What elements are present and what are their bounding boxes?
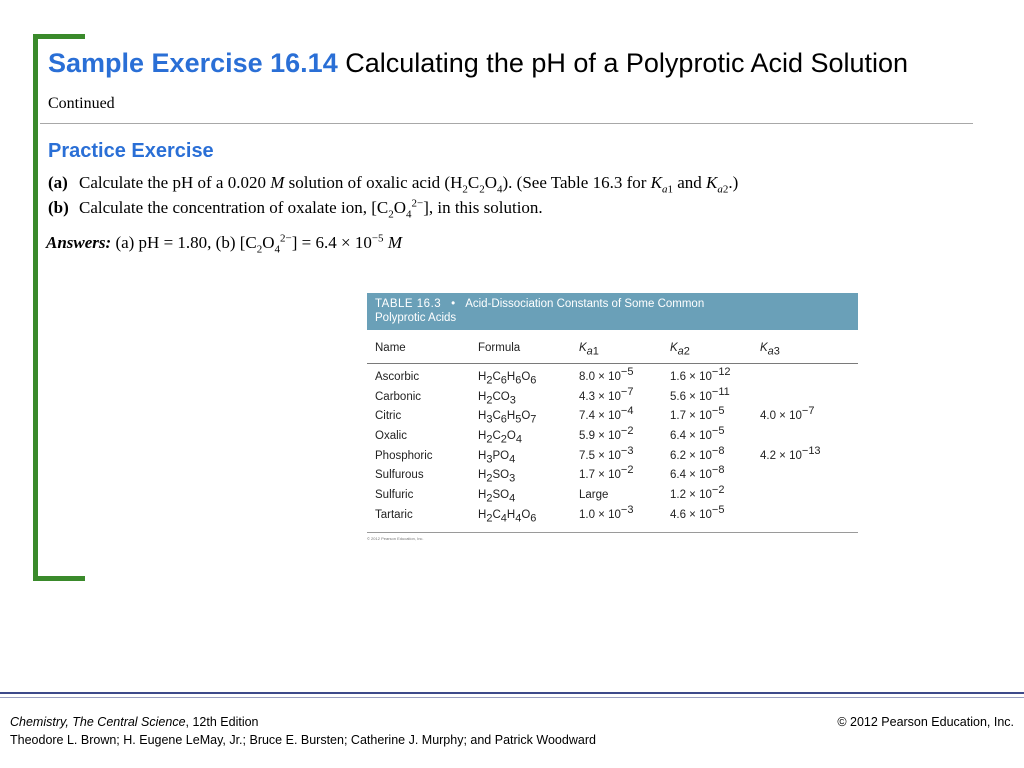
question-b (48, 197, 543, 221)
cell-ka1: $1.7 \times 10^{-2}$ (579, 464, 634, 482)
cell-ka2: $6.4 \times 10^{-8}$ (670, 464, 725, 482)
col-ka1: $K_{a1}$ (579, 342, 599, 358)
cell-name: Carbonic (375, 390, 422, 403)
table-row (367, 466, 858, 486)
table-body (367, 368, 858, 526)
footer-rule-thin (0, 697, 1024, 698)
footer-book (10, 715, 259, 729)
cell-formula: $H_3PO_4$ (478, 449, 516, 466)
title-divider (40, 123, 973, 124)
cell-ka1: $4.3 \times 10^{-7}$ (579, 385, 634, 403)
answers-text: (a) pH = 1.80, (b) $[C_2O_4^{2-}] = 6.4 \times 10^{-5}$ M (115, 232, 402, 256)
question-a-label: (a) (48, 173, 68, 192)
green-bracket-top (33, 34, 85, 39)
table-number: TABLE 16.3 (375, 298, 442, 310)
table-row (367, 427, 858, 447)
table-row (367, 385, 858, 408)
cell-name: Citric (375, 410, 402, 423)
cell-formula: $H_2SO_4$ (478, 489, 516, 505)
col-ka2: $K_{a2}$ (670, 342, 690, 358)
cell-ka3: $4.2 \times 10^{-13}$ (760, 444, 821, 462)
cell-ka2: $1.7 \times 10^{-5}$ (670, 405, 725, 423)
cell-name: Sulfurous (375, 469, 424, 482)
footer-authors: Theodore L. Brown; H. Eugene LeMay, Jr.; Bruce E. Bursten; Catherine J. Murphy; and Patrick Woodward (10, 733, 596, 747)
col-ka3: $K_{a3}$ (760, 342, 780, 358)
question-b-text: Calculate the concentration of oxalate ion, $[C_2O_4^{2-}]$, in this solution. (79, 197, 543, 221)
answers (46, 232, 402, 256)
cell-ka1: $7.5 \times 10^{-3}$ (579, 444, 634, 462)
cell-name: Tartaric (375, 508, 413, 521)
table-header: TABLE 16.3 • Acid-Dissociation Constants of Some Common Polyprotic Acids (367, 293, 858, 330)
green-bracket-bottom (33, 576, 85, 581)
green-bracket (33, 34, 38, 581)
continued-label: Continued (48, 95, 115, 112)
cell-name: Oxalic (375, 430, 407, 443)
table-row (367, 486, 858, 506)
footer-rule (0, 692, 1024, 694)
table-row (367, 444, 858, 467)
table-row (367, 503, 858, 526)
table-copyright: © 2012 Pearson Education, Inc. (367, 532, 858, 541)
cell-formula: $H_2CO_3$ (478, 390, 516, 406)
col-formula: Formula (478, 342, 521, 354)
cell-ka2: $6.2 \times 10^{-8}$ (670, 444, 725, 462)
cell-formula: $H_3C_6H_5O_7$ (478, 410, 537, 426)
cell-ka2: $4.6 \times 10^{-5}$ (670, 503, 725, 521)
cell-name: Phosphoric (375, 449, 433, 462)
title-text: Calculating the pH of a Polyprotic Acid Solution (345, 48, 909, 78)
title-number: Sample Exercise 16.14 (48, 48, 338, 78)
table-title-line2: Polyprotic Acids (375, 312, 457, 324)
slide-title (48, 48, 908, 79)
cell-formula: $H_2C_4H_4O_6$ (478, 508, 537, 525)
question-a-text: Calculate the pH of a 0.020 M solution of oxalic acid $(H_2C_2O_4)$. (See Table 16.3 for $K_{a1}$ and $K_{a2}$.) (79, 173, 739, 196)
cell-ka1: $5.9 \times 10^{-2}$ (579, 425, 634, 443)
cell-ka2: $1.2 \times 10^{-2}$ (670, 484, 725, 502)
cell-ka2: $1.6 \times 10^{-12}$ (670, 366, 731, 383)
cell-ka2: $6.4 \times 10^{-5}$ (670, 425, 725, 443)
cell-ka2: $5.6 \times 10^{-11}$ (670, 385, 730, 403)
cell-ka1: Large (579, 489, 609, 502)
question-a (48, 173, 739, 196)
footer-book-title: Chemistry, The Central Science (10, 715, 186, 729)
cell-ka3: $4.0 \times 10^{-7}$ (760, 405, 815, 423)
acid-constants-table (367, 293, 858, 541)
question-b-label: (b) (48, 198, 69, 217)
cell-formula: $H_2C_2O_4$ (478, 430, 522, 446)
practice-heading: Practice Exercise (48, 140, 214, 162)
table-column-headers (367, 336, 858, 364)
cell-name: Sulfuric (375, 489, 414, 502)
cell-formula: $H_2SO_3$ (478, 469, 516, 485)
cell-ka1: $8.0 \times 10^{-5}$ (579, 366, 634, 383)
cell-ka1: $7.4 \times 10^{-4}$ (579, 405, 634, 423)
answers-label: Answers: (46, 233, 112, 252)
table-row (367, 368, 858, 388)
cell-name: Ascorbic (375, 371, 420, 383)
table-title-line1: Acid-Dissociation Constants of Some Common (465, 298, 705, 310)
cell-ka1: $1.0 \times 10^{-3}$ (579, 503, 634, 521)
cell-formula: $H_2C_6H_6O_6$ (478, 371, 537, 387)
table-row (367, 407, 858, 427)
footer-edition: , 12th Edition (185, 715, 259, 729)
col-name: Name (375, 342, 406, 354)
footer-copyright: © 2012 Pearson Education, Inc. (837, 715, 1014, 729)
